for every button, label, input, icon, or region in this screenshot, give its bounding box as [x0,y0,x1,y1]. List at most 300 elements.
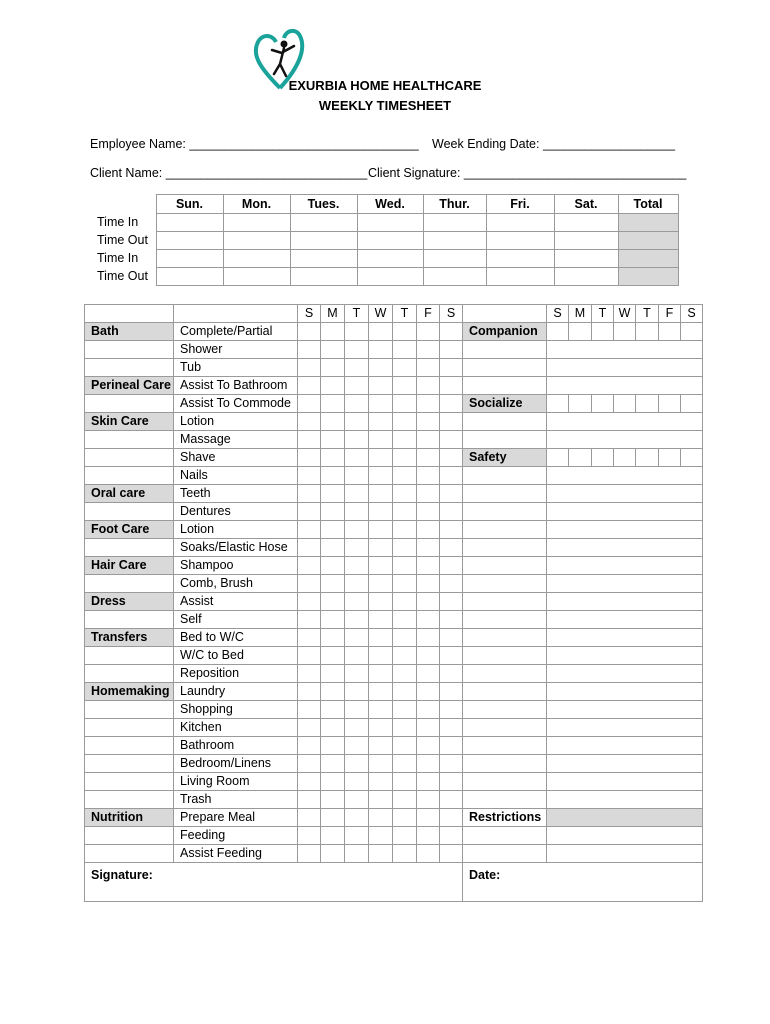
time-cell[interactable] [223,250,290,268]
care-check-cell[interactable] [345,485,369,503]
care-check-cell[interactable] [440,467,463,485]
care-check-cell[interactable] [681,449,703,467]
care-task: Assist To Commode [174,395,298,413]
time-cell[interactable] [290,214,357,232]
care-check-cell[interactable] [440,737,463,755]
care-row [85,521,703,539]
time-cell[interactable] [357,232,423,250]
care-check-cell[interactable] [417,575,440,593]
time-cell[interactable] [290,250,357,268]
care-check-cell[interactable] [369,827,393,845]
care-blank-span [547,647,703,665]
care-check-cell[interactable] [440,719,463,737]
care-check-cell[interactable] [369,503,393,521]
care-check-cell[interactable] [393,809,417,827]
care-check-cell[interactable] [440,773,463,791]
care-check-cell[interactable] [636,323,659,341]
time-cell[interactable] [357,268,423,286]
care-check-cell[interactable] [417,737,440,755]
care-check-cell[interactable] [417,377,440,395]
care-check-cell[interactable] [345,431,369,449]
care-check-cell[interactable] [298,827,321,845]
care-check-cell[interactable] [345,611,369,629]
care-check-cell[interactable] [614,323,636,341]
care-check-cell[interactable] [321,845,345,863]
care-check-cell[interactable] [369,323,393,341]
care-check-cell[interactable] [547,323,569,341]
restrictions-field[interactable] [547,809,703,827]
time-row-label: Time Out [97,269,148,283]
care-check-cell[interactable] [440,503,463,521]
care-check-cell[interactable] [345,377,369,395]
care-check-cell[interactable] [393,485,417,503]
care-check-cell[interactable] [417,557,440,575]
care-check-cell[interactable] [298,521,321,539]
care-check-cell[interactable] [369,377,393,395]
care-check-cell[interactable] [393,341,417,359]
care-check-cell[interactable] [321,449,345,467]
care-check-cell[interactable] [321,503,345,521]
time-cell[interactable] [423,232,486,250]
care-check-cell[interactable] [417,755,440,773]
care-check-cell[interactable] [345,557,369,575]
care-blank-cell [463,485,547,503]
care-check-cell[interactable] [369,611,393,629]
care-check-cell[interactable] [345,341,369,359]
care-check-cell[interactable] [393,629,417,647]
care-category [85,791,174,809]
care-check-cell[interactable] [681,323,703,341]
care-row [85,395,703,413]
total-cell[interactable] [618,214,678,232]
care-check-cell[interactable] [417,701,440,719]
care-check-cell[interactable] [659,323,681,341]
care-check-cell[interactable] [321,773,345,791]
care-check-cell[interactable] [369,359,393,377]
care-check-cell[interactable] [345,827,369,845]
care-check-cell[interactable] [298,629,321,647]
care-blank-cell [463,755,547,773]
care-check-cell[interactable] [298,449,321,467]
care-task: Bedroom/Linens [174,755,298,773]
care-category [85,341,174,359]
care-check-cell[interactable] [393,503,417,521]
time-cell[interactable] [290,268,357,286]
care-check-cell[interactable] [440,683,463,701]
care-check-cell[interactable] [659,395,681,413]
care-check-cell[interactable] [393,413,417,431]
care-check-cell[interactable] [321,737,345,755]
care-check-cell[interactable] [345,323,369,341]
care-check-cell[interactable] [393,701,417,719]
care-check-cell[interactable] [345,773,369,791]
care-check-cell[interactable] [369,773,393,791]
care-check-cell[interactable] [569,395,592,413]
time-cell[interactable] [554,250,618,268]
care-check-cell[interactable] [417,647,440,665]
day-header: Sat. [554,195,618,214]
care-check-cell[interactable] [440,593,463,611]
time-cell[interactable] [156,214,223,232]
care-check-cell[interactable] [298,809,321,827]
care-check-cell[interactable] [321,647,345,665]
care-check-cell[interactable] [298,413,321,431]
client-signature-field[interactable]: Client Signature: ________________________________ [368,166,687,180]
employee-name-field[interactable]: Employee Name: _________________________________ [90,137,419,151]
care-blank-span [547,557,703,575]
care-check-cell[interactable] [298,701,321,719]
care-check-cell[interactable] [393,521,417,539]
care-task: Assist To Bathroom [174,377,298,395]
care-check-cell[interactable] [569,323,592,341]
care-check-cell[interactable] [440,449,463,467]
care-check-cell[interactable] [298,611,321,629]
care-check-cell[interactable] [345,521,369,539]
care-check-cell[interactable] [393,575,417,593]
care-check-cell[interactable] [345,395,369,413]
care-check-cell[interactable] [636,395,659,413]
care-check-cell[interactable] [636,449,659,467]
care-check-cell[interactable] [417,665,440,683]
care-check-cell[interactable] [417,809,440,827]
care-check-cell[interactable] [393,377,417,395]
care-check-cell[interactable] [298,773,321,791]
care-check-cell[interactable] [321,485,345,503]
care-check-cell[interactable] [369,413,393,431]
care-check-cell[interactable] [345,629,369,647]
time-cell[interactable] [554,232,618,250]
care-task: Trash [174,791,298,809]
care-check-cell[interactable] [369,557,393,575]
time-cell[interactable] [486,214,554,232]
care-check-cell[interactable] [393,647,417,665]
care-check-cell[interactable] [440,629,463,647]
care-check-cell[interactable] [417,467,440,485]
care-check-cell[interactable] [440,827,463,845]
care-check-cell[interactable] [298,323,321,341]
day-letter: M [569,305,592,323]
care-check-cell[interactable] [298,539,321,557]
time-cell[interactable] [156,250,223,268]
total-cell[interactable] [618,268,678,286]
care-check-cell[interactable] [321,539,345,557]
care-check-cell[interactable] [440,341,463,359]
care-check-cell[interactable] [321,341,345,359]
care-check-cell[interactable] [393,791,417,809]
care-check-cell[interactable] [369,737,393,755]
care-check-cell[interactable] [321,593,345,611]
care-check-cell[interactable] [393,323,417,341]
time-cell[interactable] [423,250,486,268]
care-check-cell[interactable] [393,719,417,737]
care-check-cell[interactable] [321,413,345,431]
care-blank-span [547,773,703,791]
care-check-cell[interactable] [417,359,440,377]
care-check-cell[interactable] [440,791,463,809]
care-check-cell[interactable] [321,827,345,845]
time-cell[interactable] [554,214,618,232]
care-check-cell[interactable] [440,611,463,629]
care-check-cell[interactable] [417,449,440,467]
care-check-cell[interactable] [440,485,463,503]
care-check-cell[interactable] [440,557,463,575]
care-check-cell[interactable] [369,521,393,539]
care-check-cell[interactable] [440,665,463,683]
care-check-cell[interactable] [321,809,345,827]
care-check-cell[interactable] [298,845,321,863]
care-check-cell[interactable] [547,395,569,413]
care-check-cell[interactable] [440,377,463,395]
care-check-cell[interactable] [369,593,393,611]
care-check-cell[interactable] [298,395,321,413]
care-check-cell[interactable] [614,395,636,413]
care-check-cell[interactable] [417,683,440,701]
care-check-cell[interactable] [369,575,393,593]
care-check-cell[interactable] [369,845,393,863]
care-check-cell[interactable] [417,413,440,431]
care-category [85,611,174,629]
care-check-cell[interactable] [393,557,417,575]
time-cell[interactable] [423,214,486,232]
care-row [85,791,703,809]
care-check-cell[interactable] [345,575,369,593]
time-cell[interactable] [156,232,223,250]
care-blank-span [547,593,703,611]
time-cell[interactable] [223,268,290,286]
week-ending-date-field[interactable]: Week Ending Date: ___________________ [432,137,676,151]
care-check-cell[interactable] [393,827,417,845]
care-check-cell[interactable] [345,683,369,701]
care-check-cell[interactable] [393,395,417,413]
care-task: Nails [174,467,298,485]
care-check-cell[interactable] [345,413,369,431]
care-check-cell[interactable] [369,629,393,647]
care-check-cell[interactable] [321,791,345,809]
care-check-cell[interactable] [298,485,321,503]
care-category [85,503,174,521]
care-check-cell[interactable] [345,719,369,737]
care-check-cell[interactable] [321,575,345,593]
care-check-cell[interactable] [345,791,369,809]
care-check-cell[interactable] [321,359,345,377]
care-check-cell[interactable] [298,791,321,809]
care-check-cell[interactable] [440,647,463,665]
care-check-cell[interactable] [417,323,440,341]
care-check-cell[interactable] [440,359,463,377]
care-check-cell[interactable] [298,557,321,575]
care-check-cell[interactable] [369,467,393,485]
care-check-cell[interactable] [369,431,393,449]
care-category [85,395,174,413]
care-check-cell[interactable] [345,503,369,521]
care-check-cell[interactable] [417,431,440,449]
care-check-cell[interactable] [440,701,463,719]
total-cell[interactable] [618,232,678,250]
care-check-cell[interactable] [369,719,393,737]
care-check-cell[interactable] [298,467,321,485]
care-check-cell[interactable] [440,323,463,341]
care-check-cell[interactable] [321,611,345,629]
care-row [85,413,703,431]
time-cell[interactable] [223,232,290,250]
care-check-cell[interactable] [440,809,463,827]
care-blank-cell [463,413,547,431]
care-check-cell[interactable] [417,395,440,413]
time-cell[interactable] [357,214,423,232]
care-check-cell[interactable] [440,521,463,539]
care-check-cell[interactable] [345,737,369,755]
time-cell[interactable] [486,232,554,250]
time-cell[interactable] [554,268,618,286]
care-check-cell[interactable] [440,413,463,431]
care-check-cell[interactable] [393,359,417,377]
time-cell[interactable] [486,268,554,286]
care-check-cell[interactable] [345,647,369,665]
care-check-cell[interactable] [614,449,636,467]
care-check-cell[interactable] [417,341,440,359]
care-check-cell[interactable] [417,719,440,737]
care-check-cell[interactable] [321,467,345,485]
care-check-cell[interactable] [547,449,569,467]
time-cell[interactable] [486,250,554,268]
care-check-cell[interactable] [393,755,417,773]
care-check-cell[interactable] [321,719,345,737]
care-check-cell[interactable] [321,395,345,413]
care-check-cell[interactable] [417,593,440,611]
care-check-cell[interactable] [345,359,369,377]
care-check-cell[interactable] [417,629,440,647]
day-letter: S [681,305,703,323]
care-check-cell[interactable] [369,755,393,773]
time-cell[interactable] [423,268,486,286]
care-check-cell[interactable] [345,665,369,683]
time-cell[interactable] [290,232,357,250]
care-check-cell[interactable] [393,845,417,863]
care-check-cell[interactable] [369,449,393,467]
care-check-cell[interactable] [298,737,321,755]
care-check-cell[interactable] [440,575,463,593]
care-check-cell[interactable] [393,539,417,557]
care-row [85,845,703,863]
care-check-cell[interactable] [345,755,369,773]
care-check-cell[interactable] [321,629,345,647]
care-check-cell[interactable] [321,755,345,773]
care-check-cell[interactable] [440,395,463,413]
date-label[interactable]: Date: [463,863,703,902]
care-check-cell[interactable] [298,575,321,593]
care-check-cell[interactable] [345,809,369,827]
care-check-cell[interactable] [321,377,345,395]
care-check-cell[interactable] [393,467,417,485]
care-check-cell[interactable] [393,665,417,683]
care-check-cell[interactable] [440,539,463,557]
client-name-field[interactable]: Client Name: _____________________________ [90,166,368,180]
time-cell[interactable] [156,268,223,286]
care-check-cell[interactable] [298,593,321,611]
total-cell[interactable] [618,250,678,268]
care-check-cell[interactable] [345,449,369,467]
care-check-cell[interactable] [393,449,417,467]
care-check-cell[interactable] [417,539,440,557]
care-check-cell[interactable] [592,395,614,413]
signature-label[interactable]: Signature: [85,863,463,902]
care-check-cell[interactable] [440,845,463,863]
care-check-cell[interactable] [592,449,614,467]
care-check-cell[interactable] [369,647,393,665]
care-check-cell[interactable] [345,593,369,611]
care-check-cell[interactable] [417,485,440,503]
care-check-cell[interactable] [369,341,393,359]
care-check-cell[interactable] [440,431,463,449]
care-check-cell[interactable] [393,773,417,791]
care-check-cell[interactable] [298,719,321,737]
care-check-cell[interactable] [321,557,345,575]
day-letter: T [592,305,614,323]
care-check-cell[interactable] [393,611,417,629]
care-check-cell[interactable] [417,521,440,539]
care-check-cell[interactable] [393,431,417,449]
care-check-cell[interactable] [298,431,321,449]
care-check-cell[interactable] [345,467,369,485]
care-check-cell[interactable] [369,485,393,503]
care-check-cell[interactable] [417,611,440,629]
care-check-cell[interactable] [369,683,393,701]
time-cell[interactable] [223,214,290,232]
care-check-cell[interactable] [369,395,393,413]
care-check-cell[interactable] [369,701,393,719]
care-check-cell[interactable] [298,665,321,683]
care-check-cell[interactable] [569,449,592,467]
care-check-cell[interactable] [321,701,345,719]
time-cell[interactable] [357,250,423,268]
care-check-cell[interactable] [592,323,614,341]
care-check-cell[interactable] [321,521,345,539]
care-check-cell[interactable] [298,755,321,773]
care-check-cell[interactable] [298,647,321,665]
care-check-cell[interactable] [417,845,440,863]
care-check-cell[interactable] [345,539,369,557]
care-check-cell[interactable] [393,593,417,611]
day-header: Tues. [290,195,357,214]
care-check-cell[interactable] [298,341,321,359]
care-check-cell[interactable] [345,845,369,863]
care-check-cell[interactable] [321,665,345,683]
care-check-cell[interactable] [393,683,417,701]
care-check-cell[interactable] [393,737,417,755]
care-check-cell[interactable] [659,449,681,467]
care-check-cell[interactable] [345,701,369,719]
care-check-cell[interactable] [298,683,321,701]
care-row [85,827,703,845]
care-check-cell[interactable] [369,665,393,683]
care-check-cell[interactable] [298,503,321,521]
care-blank-span [547,683,703,701]
care-check-cell[interactable] [681,395,703,413]
care-check-cell[interactable] [417,503,440,521]
care-check-cell[interactable] [369,539,393,557]
care-check-cell[interactable] [321,431,345,449]
care-check-cell[interactable] [369,791,393,809]
care-check-cell[interactable] [417,773,440,791]
care-check-cell[interactable] [417,827,440,845]
care-check-cell[interactable] [298,377,321,395]
care-check-cell[interactable] [321,323,345,341]
care-check-cell[interactable] [440,755,463,773]
care-check-cell[interactable] [417,791,440,809]
care-check-cell[interactable] [369,809,393,827]
care-check-cell[interactable] [298,359,321,377]
care-check-cell[interactable] [321,683,345,701]
